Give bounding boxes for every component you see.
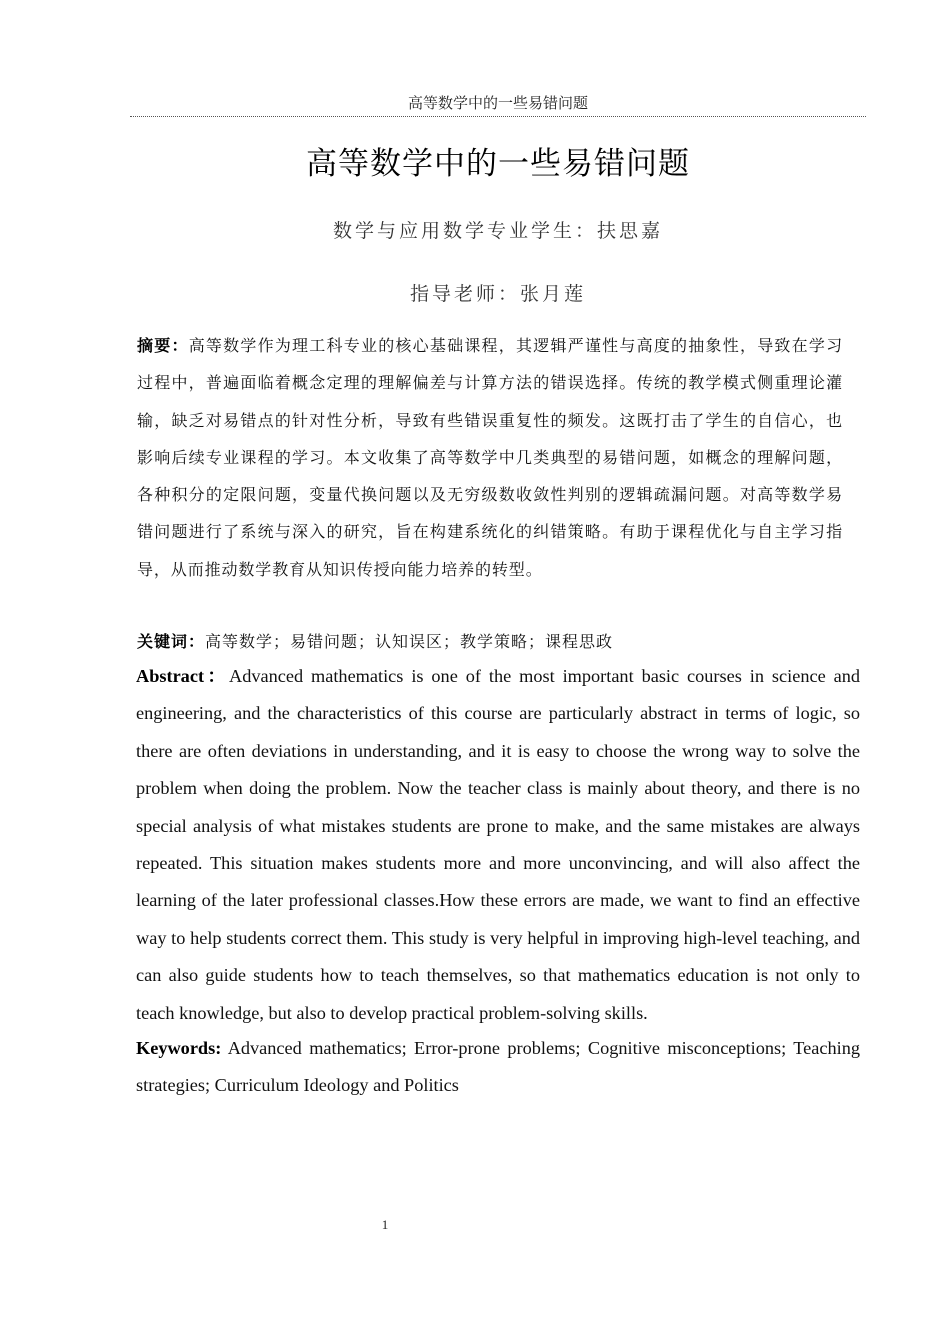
chinese-keywords-text: 高等数学；易错问题；认知误区；教学策略；课程思政 xyxy=(205,632,614,651)
paper-title: 高等数学中的一些易错问题 xyxy=(306,146,690,182)
chinese-abstract-label: 摘要： xyxy=(137,336,189,355)
chinese-keywords-label: 关键词： xyxy=(137,632,206,651)
advisor-line: 指导老师：张月莲 xyxy=(409,283,586,305)
author-line: 数学与应用数学专业学生：扶思嘉 xyxy=(332,220,663,242)
chinese-keywords xyxy=(137,623,843,660)
page-number: 1 xyxy=(381,1217,389,1232)
english-keywords xyxy=(136,1030,860,1104)
chinese-abstract-text: 高等数学作为理工科专业的核心基础课程，其逻辑严谨性与高度的抽象性，导致在学习过程中，普遍面临着概念定理的理解偏差与计算方法的错误选择。传统的教学模式侧重理论灌输，缺乏对易错点的针对性分析，导致有些错误重复性的频发。这既打击了学生的自信心，也影响后续专业课程的学习。本文收集了高等数学中几类典型的易错问题，如概念的理解问题，各种积分的定限问题，变量代换问题以及无穷级数收敛性判别的逻辑疏漏问题。对高等数学易错问题进行了系统与深入的研究，旨在构建系统化的纠错策略。有助于课程优化与自主学习指导，从而推动数学教育从知识传授向能力培养的转型。 xyxy=(137,336,844,579)
chinese-abstract xyxy=(137,327,843,588)
english-abstract xyxy=(136,658,860,1032)
english-keywords-text: Advanced mathematics; Error-prone problems; Cognitive misconceptions; Teaching strategies; Curriculum Ideology and Politics xyxy=(136,1038,860,1095)
english-abstract-label: Abstract： xyxy=(136,666,229,686)
english-abstract-text: Advanced mathematics is one of the most important basic courses in science and engineering, and the characteristics of this course are particularly abstract in terms of logic, so there are often deviations in understanding, and it is easy to choose the wrong way to solve the problem when doing the problem. Now the teacher class is mainly about theory, and there is no special analysis of what mistakes students are prone to make, and the same mistakes are always repeated. This situation makes students more and more unconvincing, and will also affect the learning of the later professional classes.How these errors are made, we want to find an effective way to help students correct them. This study is very helpful in improving high-level teaching, and can also guide students how to teach themselves, so that mathematics education is not only to teach knowledge, but also to develop practical problem-solving skills. xyxy=(136,666,861,1023)
running-header: 高等数学中的一些易错问题 xyxy=(130,92,866,117)
english-keywords-label: Keywords: xyxy=(136,1038,222,1058)
